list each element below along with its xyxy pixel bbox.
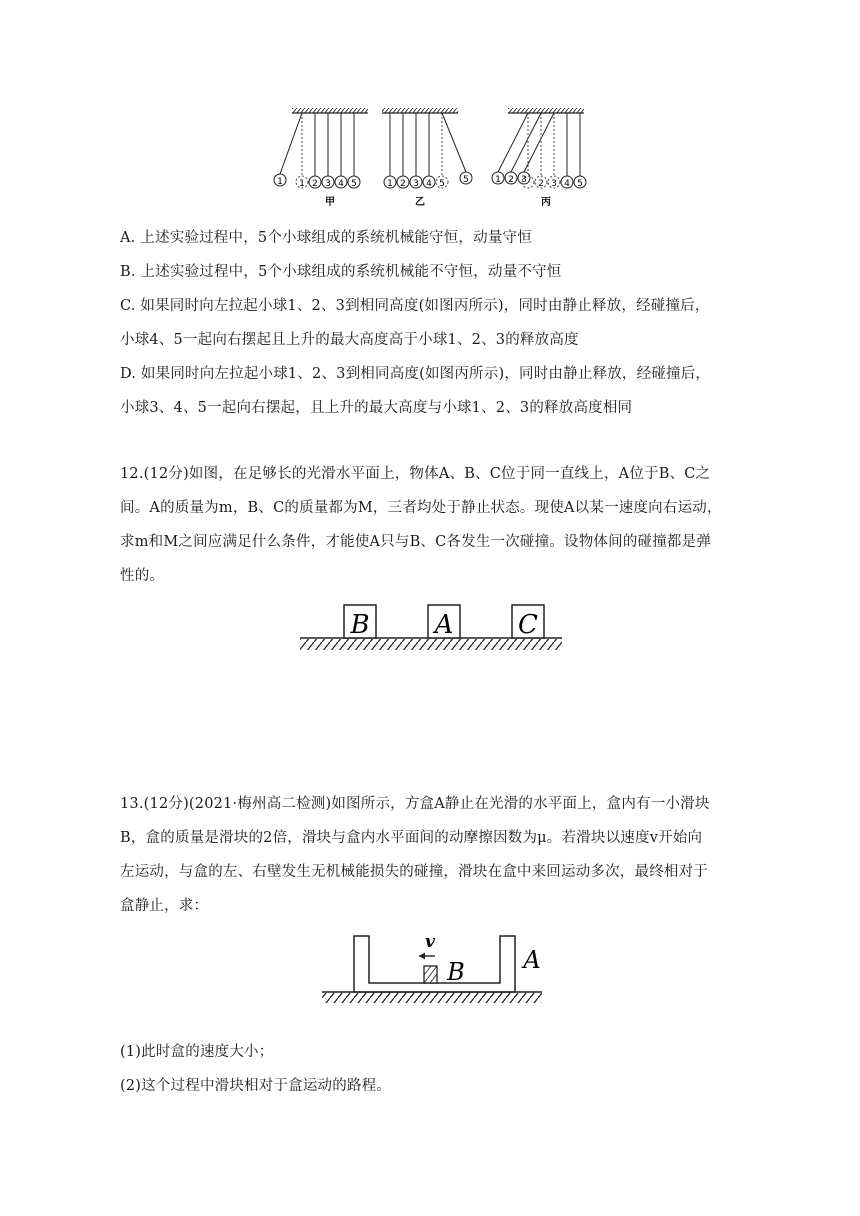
svg-text:5: 5 (577, 179, 583, 189)
svg-text:1: 1 (277, 177, 283, 187)
option-a: A. 上述实验过程中，5个小球组成的系统机械能守恒，动量守恒 (120, 230, 532, 246)
svg-text:1: 1 (299, 179, 305, 189)
svg-text:3: 3 (521, 175, 527, 185)
svg-text:4: 4 (338, 179, 344, 189)
svg-text:A: A (434, 610, 454, 640)
svg-text:C: C (518, 610, 538, 640)
svg-text:A: A (523, 946, 541, 974)
svg-text:B: B (447, 958, 465, 986)
option-b: B. 上述实验过程中，5个小球组成的系统机械能不守恒，动量不守恒 (120, 264, 562, 280)
q13-box-figure (322, 928, 544, 1010)
cradle-yi (382, 108, 472, 208)
q12-line-1: 12.(12分)如图，在足够长的光滑水平面上，物体A、B、C位于同一直线上，A位于B、C之 (120, 466, 711, 482)
q12-line-2: 间。A的质量为m，B、C的质量都为M，三者均处于静止状态。现使A以某一速度向右运动， (120, 500, 722, 516)
label-bing: 丙 (541, 197, 551, 208)
svg-text:4: 4 (564, 179, 570, 189)
cradle-bing (492, 108, 586, 208)
q13-sub-2: (2)这个过程中滑块相对于盒运动的路程。 (120, 1078, 392, 1094)
q12-blocks-figure (298, 602, 564, 658)
option-d: D. 如果同时向左拉起小球1、2、3到相同高度(如图丙所示)，同时由静止释放，经碰撞后， (120, 366, 711, 382)
q12-line-4: 性的。 (120, 568, 165, 584)
label-yi: 乙 (415, 197, 425, 208)
newtons-cradle-figure (260, 104, 610, 212)
svg-text:1: 1 (495, 175, 501, 185)
svg-text:v: v (425, 932, 435, 952)
svg-text:3: 3 (413, 179, 419, 189)
cradle-jia (274, 108, 368, 208)
q13-line-2: B，盒的质量是滑块的2倍，滑块与盒内水平面间的动摩擦因数为μ。若滑块以速度v开始向 (120, 830, 703, 846)
q12-line-3: 求m和M之间应满足什么条件，才能使A只与B、C各发生一次碰撞。设物体间的碰撞都是弹 (120, 534, 712, 550)
q13-sub-1: (1)此时盒的速度大小； (120, 1044, 274, 1060)
q13-line-3: 左运动，与盒的左、右壁发生无机械能损失的碰撞，滑块在盒中来回运动多次，最终相对于 (120, 864, 708, 880)
svg-text:1: 1 (387, 179, 393, 189)
option-c-cont: 小球4、5一起向右摆起且上升的最大高度高于小球1、2、3的释放高度 (120, 332, 579, 348)
q13-line-1: 13.(12分)(2021·梅州高二检测)如图所示，方盒A静止在光滑的水平面上，盒内有一小滑块 (120, 796, 710, 812)
svg-text:3: 3 (325, 179, 331, 189)
svg-text:2: 2 (508, 175, 514, 185)
q13-line-4: 盒静止，求： (120, 898, 209, 914)
svg-text:5: 5 (351, 179, 357, 189)
option-d-cont: 小球3、4、5一起向右摆起，且上升的最大高度与小球1、2、3的释放高度相同 (120, 400, 633, 416)
svg-text:5: 5 (439, 179, 445, 189)
label-jia: 甲 (325, 197, 335, 208)
svg-text:2: 2 (312, 179, 318, 189)
svg-text:B: B (350, 610, 370, 640)
svg-text:2: 2 (400, 179, 406, 189)
svg-text:3: 3 (551, 179, 557, 189)
svg-text:5: 5 (463, 175, 469, 185)
svg-text:4: 4 (426, 179, 432, 189)
svg-text:2: 2 (538, 179, 544, 189)
option-c: C. 如果同时向左拉起小球1、2、3到相同高度(如图丙所示)，同时由静止释放，经碰撞后， (120, 298, 710, 314)
